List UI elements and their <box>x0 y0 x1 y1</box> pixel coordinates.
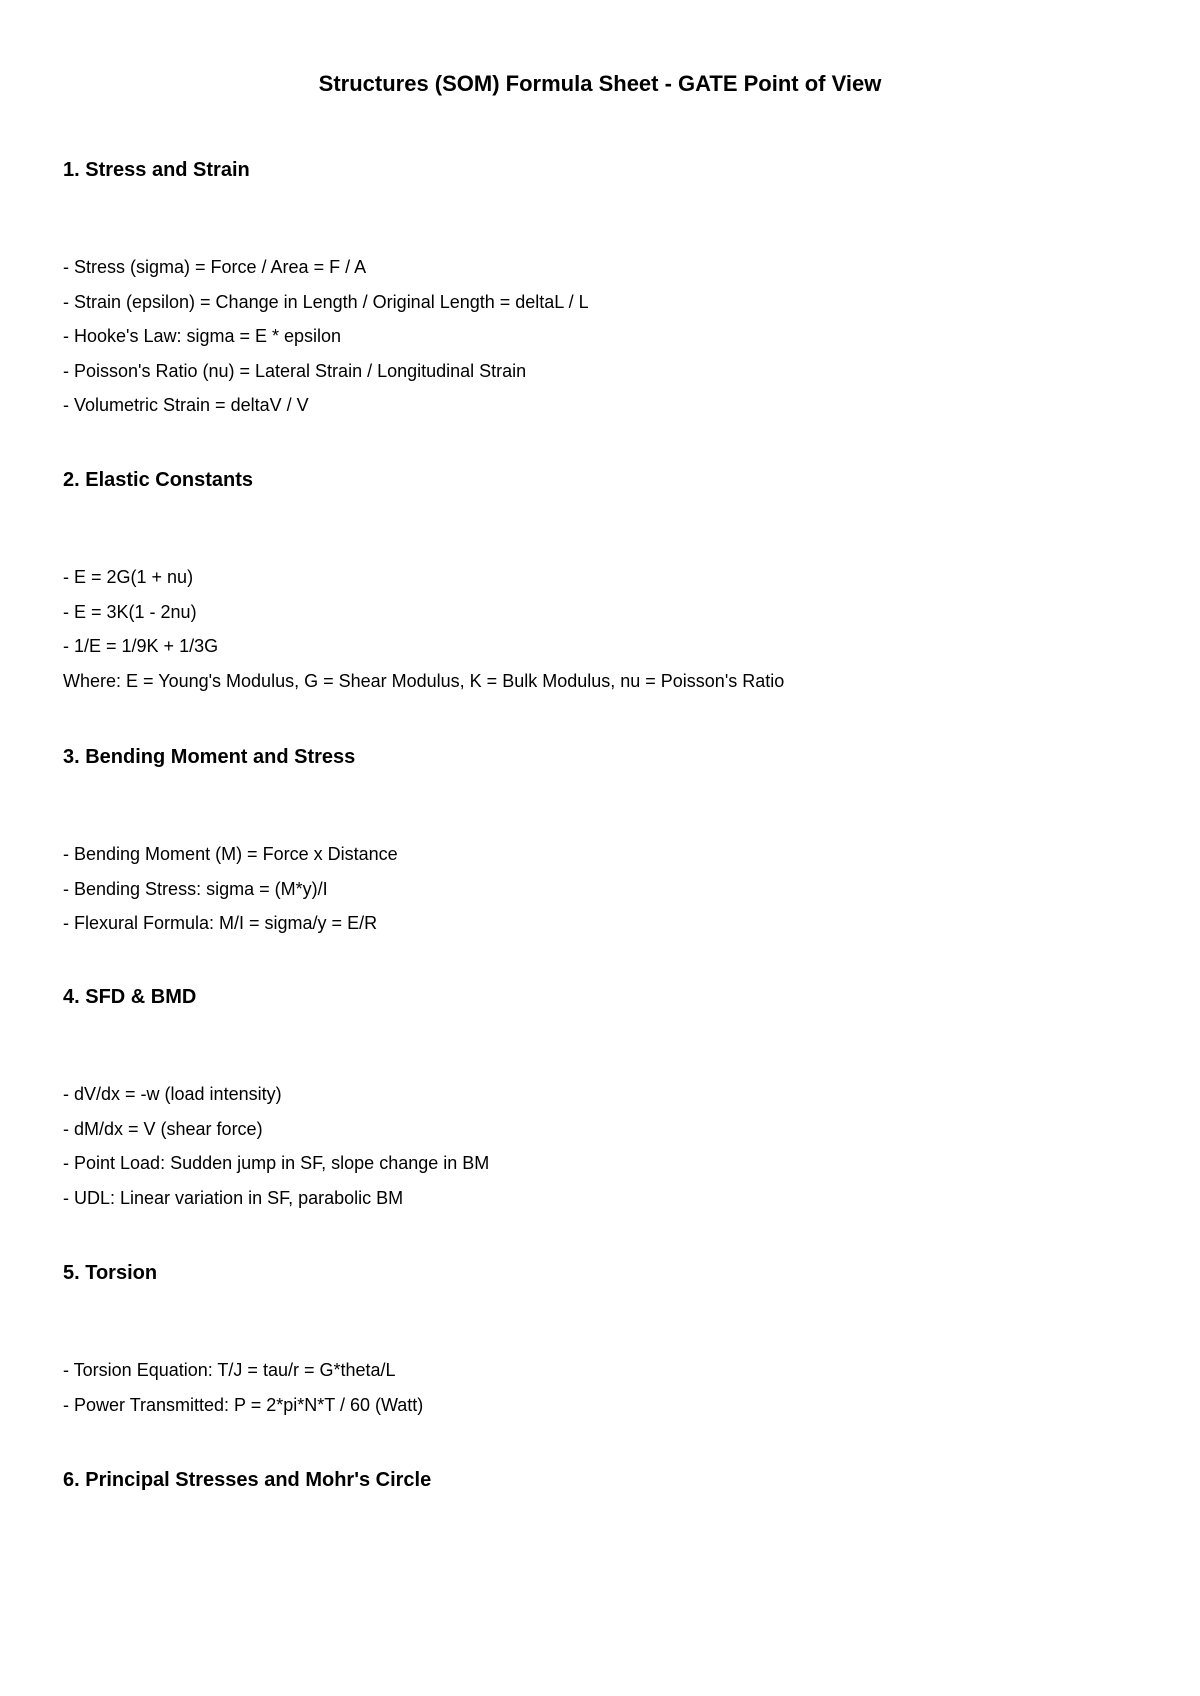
formula-line: - Strain (epsilon) = Change in Length / Original Length = deltaL / L <box>63 291 589 312</box>
formula-list <box>63 837 1143 941</box>
formula-line: - Power Transmitted: P = 2*pi*N*T / 60 (Watt) <box>63 1394 424 1415</box>
formula-line: - UDL: Linear variation in SF, parabolic BM <box>63 1187 404 1208</box>
formula-line: - dV/dx = -w (load intensity) <box>63 1084 282 1104</box>
formula-list <box>63 1077 1143 1215</box>
formula-line: - E = 3K(1 - 2nu) <box>63 601 197 622</box>
formula-line: - Stress (sigma) = Force / Area = F / A <box>63 257 367 277</box>
section-heading: 2. Elastic Constants <box>63 469 254 491</box>
formula-list <box>63 560 1143 698</box>
formula-line: - Torsion Equation: T/J = tau/r = G*theta/L <box>63 1360 396 1380</box>
section-principal-stresses <box>63 1468 1143 1492</box>
formula-list <box>63 1353 1143 1422</box>
formula-line: Where: E = Young's Modulus, G = Shear Modulus, K = Bulk Modulus, nu = Poisson's Ratio <box>63 670 785 691</box>
page-title: Structures (SOM) Formula Sheet - GATE Point of View <box>318 71 882 96</box>
formula-line: - Poisson's Ratio (nu) = Lateral Strain / Longitudinal Strain <box>63 360 527 381</box>
section-heading: 3. Bending Moment and Stress <box>63 746 356 768</box>
formula-line: - Volumetric Strain = deltaV / V <box>63 395 309 415</box>
formula-line: - Flexural Formula: M/I = sigma/y = E/R <box>63 913 378 933</box>
formula-line: - Point Load: Sudden jump in SF, slope change in BM <box>63 1153 490 1173</box>
section-heading: 1. Stress and Strain <box>63 159 250 181</box>
formula-line: - Hooke's Law: sigma = E * epsilon <box>63 326 342 346</box>
formula-line: - E = 2G(1 + nu) <box>63 567 194 587</box>
formula-line: - dM/dx = V (shear force) <box>63 1118 263 1139</box>
section-heading: 5. Torsion <box>63 1262 158 1284</box>
section-heading: 4. SFD & BMD <box>63 986 197 1008</box>
section-stress-strain <box>63 158 1143 423</box>
section-heading: 6. Principal Stresses and Mohr's Circle <box>63 1469 432 1491</box>
formula-list <box>63 250 1143 423</box>
formula-line: - Bending Moment (M) = Force x Distance <box>63 844 398 864</box>
formula-line: - 1/E = 1/9K + 1/3G <box>63 636 219 656</box>
section-torsion <box>63 1261 1143 1422</box>
section-elastic-constants <box>63 468 1143 698</box>
formula-line: - Bending Stress: sigma = (M*y)/I <box>63 878 328 899</box>
section-sfd-bmd <box>63 985 1143 1215</box>
section-bending <box>63 745 1143 941</box>
